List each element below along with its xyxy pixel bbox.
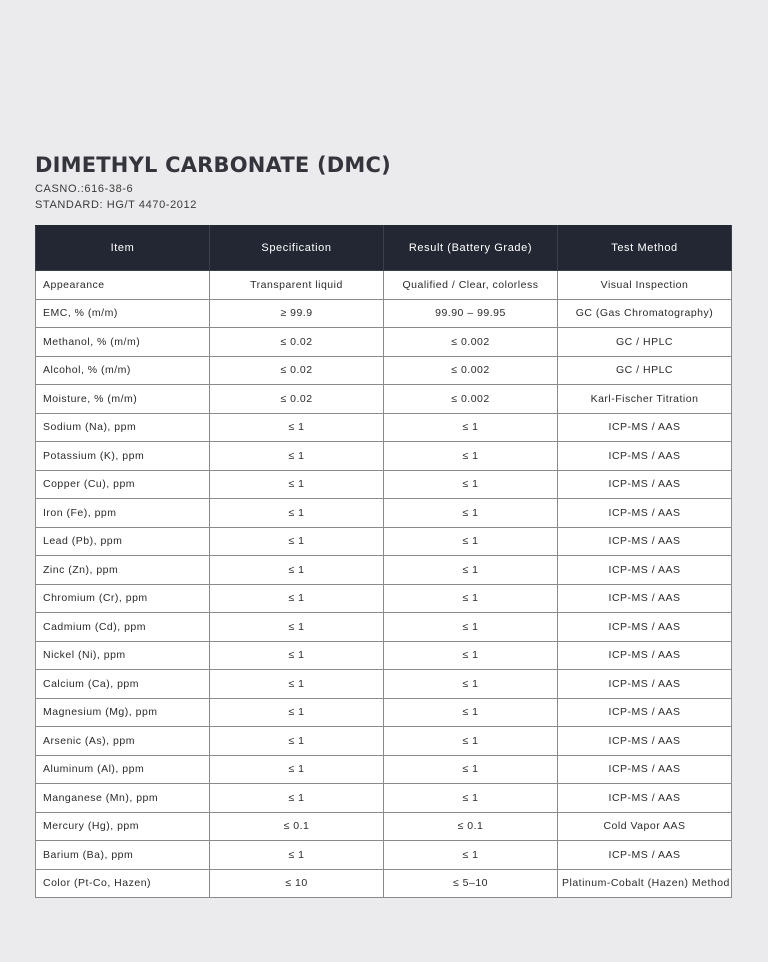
cell-result: ≤ 1: [384, 413, 558, 442]
cell-result: Qualified / Clear, colorless: [384, 271, 558, 300]
standard-reference: STANDARD: HG/T 4470-2012: [35, 199, 197, 211]
table-row: [36, 442, 732, 471]
cell-test-method: ICP-MS / AAS: [558, 670, 732, 699]
cell-item: Appearance: [36, 271, 210, 300]
cell-item: Arsenic (As), ppm: [36, 727, 210, 756]
cell-test-method: ICP-MS / AAS: [558, 641, 732, 670]
cell-test-method: Karl-Fischer Titration: [558, 385, 732, 414]
table-header-row: [36, 226, 732, 271]
cell-item: Nickel (Ni), ppm: [36, 641, 210, 670]
cell-test-method: GC / HPLC: [558, 328, 732, 357]
cell-item: Zinc (Zn), ppm: [36, 556, 210, 585]
table-body: [36, 271, 732, 898]
column-header-item: Item: [36, 226, 210, 271]
cell-item: Mercury (Hg), ppm: [36, 812, 210, 841]
cell-specification: Transparent liquid: [210, 271, 384, 300]
cell-result: ≤ 0.1: [384, 812, 558, 841]
cell-item: Calcium (Ca), ppm: [36, 670, 210, 699]
cell-result: ≤ 1: [384, 755, 558, 784]
cell-item: Aluminum (Al), ppm: [36, 755, 210, 784]
cell-test-method: ICP-MS / AAS: [558, 527, 732, 556]
cell-result: ≤ 1: [384, 527, 558, 556]
table-row: [36, 299, 732, 328]
cell-specification: ≤ 1: [210, 784, 384, 813]
page-title: DIMETHYL CARBONATE (DMC): [35, 153, 391, 177]
cell-result: ≤ 1: [384, 784, 558, 813]
cell-specification: ≤ 10: [210, 869, 384, 898]
table-row: [36, 841, 732, 870]
cas-number: CASNO.:616-38-6: [35, 183, 134, 195]
cell-item: Magnesium (Mg), ppm: [36, 698, 210, 727]
cell-test-method: ICP-MS / AAS: [558, 784, 732, 813]
cell-specification: ≤ 0.1: [210, 812, 384, 841]
cell-item: EMC, % (m/m): [36, 299, 210, 328]
cell-test-method: ICP-MS / AAS: [558, 727, 732, 756]
table-row: [36, 499, 732, 528]
table-row: [36, 470, 732, 499]
column-header-result: Result (Battery Grade): [384, 226, 558, 271]
table-row: [36, 328, 732, 357]
table-row: [36, 556, 732, 585]
cell-result: ≤ 1: [384, 641, 558, 670]
cell-test-method: ICP-MS / AAS: [558, 556, 732, 585]
cell-specification: ≤ 0.02: [210, 356, 384, 385]
document-header: [35, 150, 391, 213]
cell-test-method: ICP-MS / AAS: [558, 442, 732, 471]
cell-result: ≤ 1: [384, 499, 558, 528]
column-header-specification: Specification: [210, 226, 384, 271]
cell-item: Methanol, % (m/m): [36, 328, 210, 357]
cell-test-method: ICP-MS / AAS: [558, 413, 732, 442]
table-row: [36, 271, 732, 300]
cell-test-method: ICP-MS / AAS: [558, 499, 732, 528]
table-row: [36, 755, 732, 784]
cell-specification: ≤ 1: [210, 527, 384, 556]
cell-result: ≤ 0.002: [384, 356, 558, 385]
table-row: [36, 527, 732, 556]
cell-specification: ≤ 1: [210, 755, 384, 784]
cell-test-method: Visual Inspection: [558, 271, 732, 300]
cell-item: Potassium (K), ppm: [36, 442, 210, 471]
cell-result: ≤ 1: [384, 727, 558, 756]
cell-item: Color (Pt-Co, Hazen): [36, 869, 210, 898]
cell-item: Sodium (Na), ppm: [36, 413, 210, 442]
cell-specification: ≤ 1: [210, 413, 384, 442]
cell-result: ≤ 5–10: [384, 869, 558, 898]
cell-test-method: ICP-MS / AAS: [558, 584, 732, 613]
cell-specification: ≤ 1: [210, 698, 384, 727]
cell-specification: ≤ 1: [210, 613, 384, 642]
column-header-test-method: Test Method: [558, 226, 732, 271]
cell-test-method: ICP-MS / AAS: [558, 613, 732, 642]
cell-specification: ≤ 1: [210, 670, 384, 699]
table-row: [36, 385, 732, 414]
table-row: [36, 413, 732, 442]
cell-specification: ≤ 0.02: [210, 385, 384, 414]
cell-test-method: ICP-MS / AAS: [558, 698, 732, 727]
cell-result: ≤ 1: [384, 613, 558, 642]
table-row: [36, 356, 732, 385]
cell-result: ≤ 1: [384, 442, 558, 471]
cell-test-method: GC (Gas Chromatography): [558, 299, 732, 328]
table-row: [36, 812, 732, 841]
cell-test-method: GC / HPLC: [558, 356, 732, 385]
cell-specification: ≤ 1: [210, 470, 384, 499]
cell-specification: ≤ 1: [210, 841, 384, 870]
cell-test-method: Cold Vapor AAS: [558, 812, 732, 841]
cell-item: Moisture, % (m/m): [36, 385, 210, 414]
cell-specification: ≤ 1: [210, 556, 384, 585]
cell-item: Iron (Fe), ppm: [36, 499, 210, 528]
cell-item: Alcohol, % (m/m): [36, 356, 210, 385]
cell-specification: ≤ 1: [210, 641, 384, 670]
cell-specification: ≤ 0.02: [210, 328, 384, 357]
cell-specification: ≤ 1: [210, 584, 384, 613]
cell-test-method: Platinum-Cobalt (Hazen) Method: [558, 869, 732, 898]
cell-item: Chromium (Cr), ppm: [36, 584, 210, 613]
cell-result: ≤ 0.002: [384, 385, 558, 414]
cell-result: ≤ 1: [384, 670, 558, 699]
cell-specification: ≤ 1: [210, 499, 384, 528]
cell-result: ≤ 1: [384, 470, 558, 499]
table-row: [36, 641, 732, 670]
specification-table: [35, 225, 732, 898]
cell-test-method: ICP-MS / AAS: [558, 470, 732, 499]
table-row: [36, 670, 732, 699]
cell-result: 99.90 – 99.95: [384, 299, 558, 328]
cell-result: ≤ 1: [384, 698, 558, 727]
cell-result: ≤ 1: [384, 584, 558, 613]
table-row: [36, 727, 732, 756]
table-row: [36, 698, 732, 727]
cell-test-method: ICP-MS / AAS: [558, 841, 732, 870]
cell-result: ≤ 1: [384, 556, 558, 585]
table-row: [36, 784, 732, 813]
cell-specification: ≤ 1: [210, 442, 384, 471]
cell-item: Cadmium (Cd), ppm: [36, 613, 210, 642]
cell-test-method: ICP-MS / AAS: [558, 755, 732, 784]
cell-result: ≤ 0.002: [384, 328, 558, 357]
cell-specification: ≥ 99.9: [210, 299, 384, 328]
cell-item: Lead (Pb), ppm: [36, 527, 210, 556]
table-row: [36, 584, 732, 613]
cell-item: Manganese (Mn), ppm: [36, 784, 210, 813]
cell-result: ≤ 1: [384, 841, 558, 870]
cell-specification: ≤ 1: [210, 727, 384, 756]
cell-item: Barium (Ba), ppm: [36, 841, 210, 870]
table-row: [36, 613, 732, 642]
cell-item: Copper (Cu), ppm: [36, 470, 210, 499]
table-row: [36, 869, 732, 898]
